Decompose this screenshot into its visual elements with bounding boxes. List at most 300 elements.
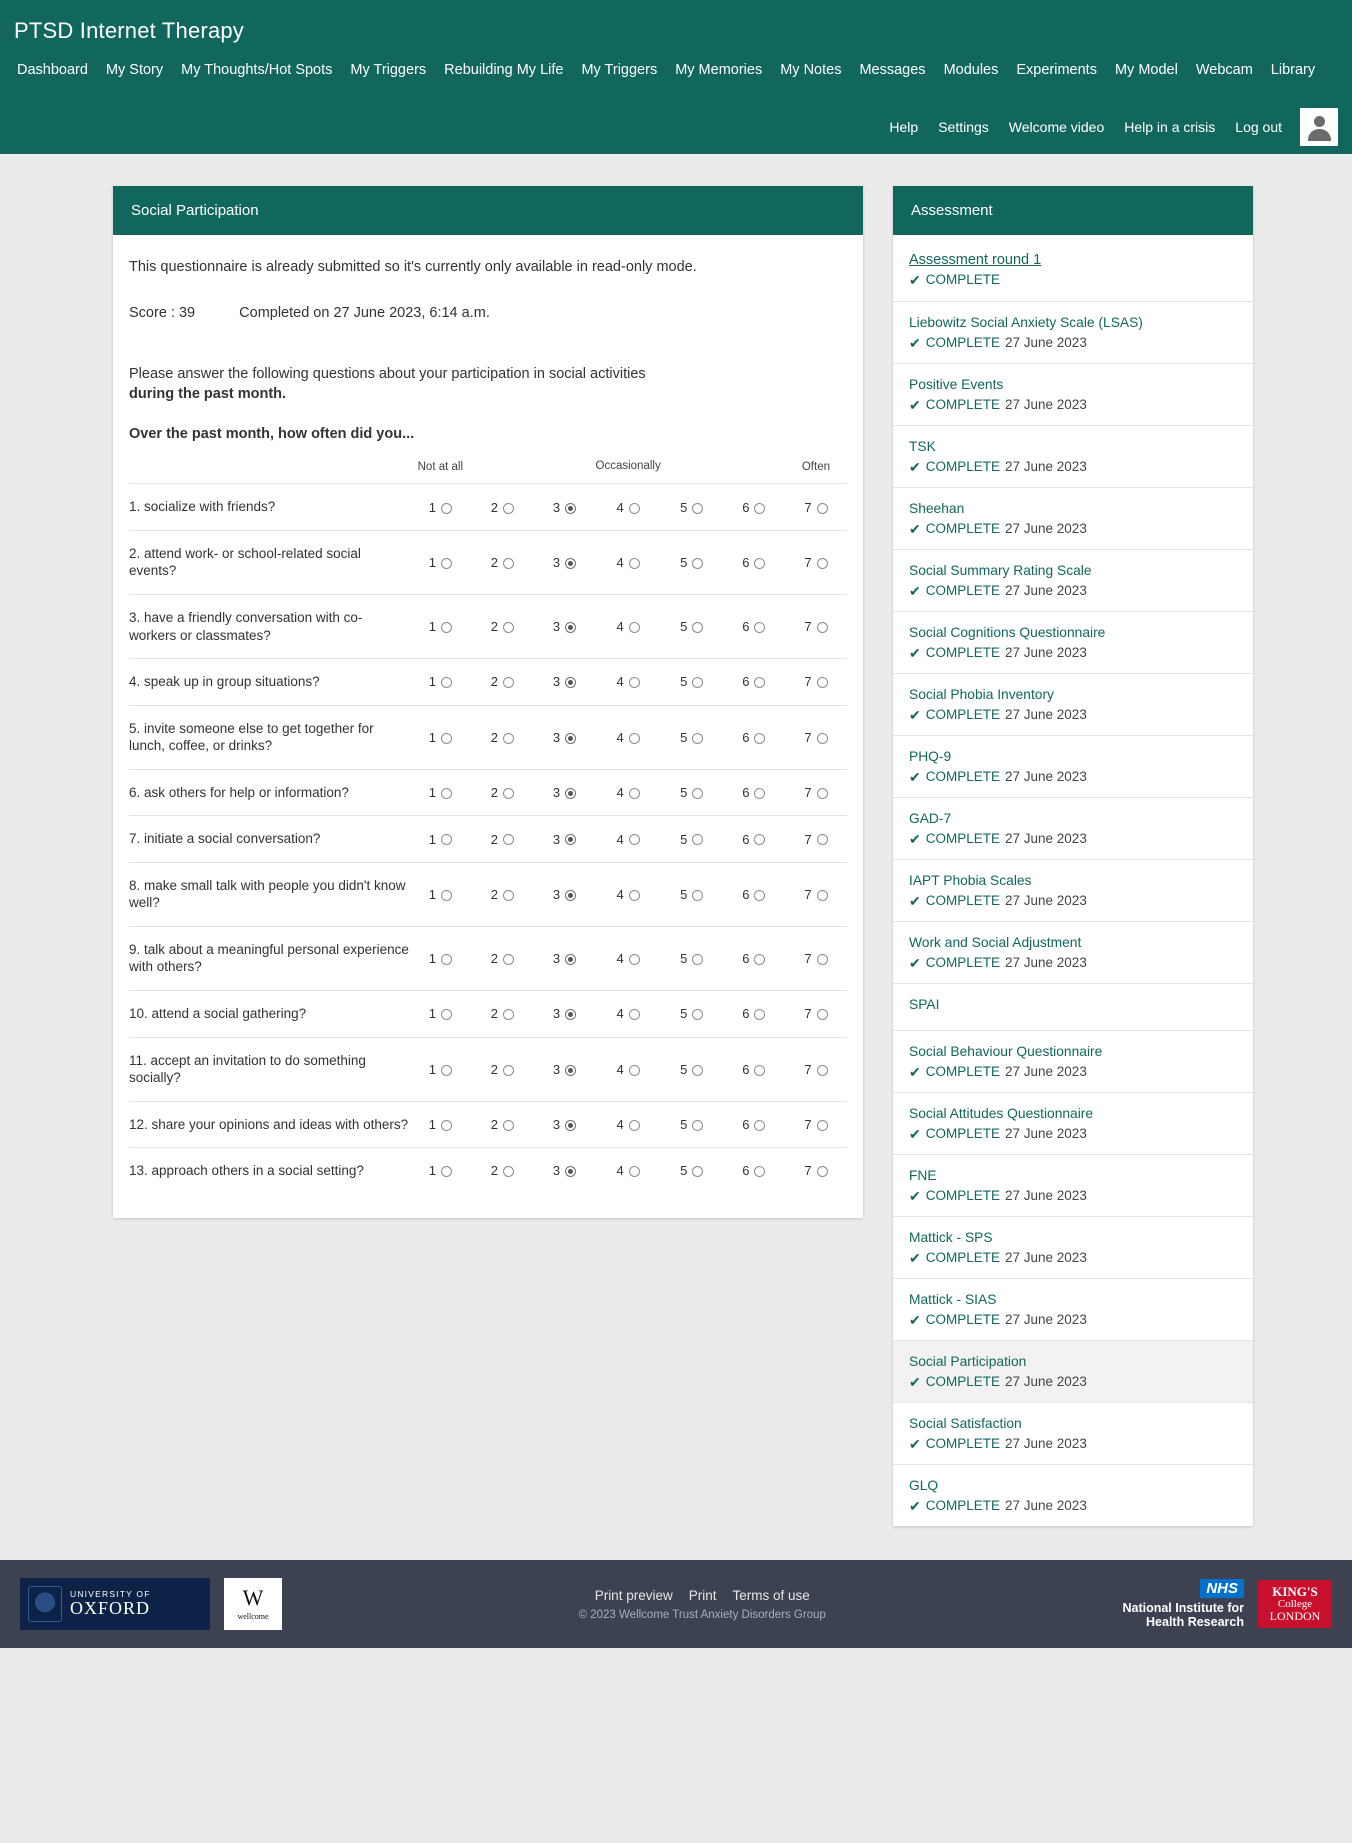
answer-option[interactable] <box>409 1148 471 1194</box>
assessment-column <box>893 186 1253 1526</box>
answer-option[interactable] <box>471 1148 533 1194</box>
question-text: 6. ask others for help or information? <box>129 769 409 816</box>
utility-nav-item-1[interactable]: Settings <box>938 119 989 135</box>
radio-button[interactable] <box>692 558 703 569</box>
footer-link-1[interactable]: Print <box>688 1587 717 1603</box>
assessment-item-link[interactable]: PHQ-9 <box>909 749 952 764</box>
assessment-item-link[interactable]: Social Cognitions Questionnaire <box>909 625 1106 640</box>
answer-option[interactable] <box>785 1037 847 1101</box>
answer-option[interactable] <box>785 530 847 594</box>
assessment-item-link[interactable]: FNE <box>909 1168 937 1183</box>
radio-button[interactable] <box>441 1120 452 1131</box>
answer-option-number: 2 <box>490 886 498 902</box>
answer-option[interactable] <box>471 705 533 769</box>
answer-option[interactable] <box>409 484 471 531</box>
assessment-list-item[interactable] <box>893 921 1253 983</box>
answer-option[interactable] <box>533 1148 595 1194</box>
assessment-item-link[interactable]: Social Attitudes Questionnaire <box>909 1106 1094 1121</box>
radio-button[interactable] <box>817 954 828 965</box>
radio-button[interactable] <box>503 733 514 744</box>
radio-button[interactable] <box>629 503 640 514</box>
radio-button[interactable] <box>503 1166 514 1177</box>
question-row <box>129 862 847 926</box>
radio-button[interactable] <box>503 558 514 569</box>
assessment-round-status-label: COMPLETE <box>925 272 1000 287</box>
assessment-item-status-label: COMPLETE <box>925 1250 1000 1265</box>
answer-option-number: 6 <box>742 619 750 635</box>
answer-option-number: 4 <box>616 886 624 902</box>
assessment-item-status <box>909 707 1237 722</box>
radio-button[interactable] <box>754 834 765 845</box>
assessment-list-item[interactable] <box>893 797 1253 859</box>
radio-button[interactable] <box>817 834 828 845</box>
answer-option[interactable] <box>471 484 533 531</box>
answer-option[interactable] <box>409 769 471 816</box>
assessment-list-item[interactable] <box>893 735 1253 797</box>
assessment-item-link[interactable]: TSK <box>909 439 936 454</box>
radio-button[interactable] <box>503 1065 514 1076</box>
answer-option[interactable] <box>533 816 595 863</box>
nav-item-1[interactable]: My Story <box>105 62 164 78</box>
utility-nav-item-4[interactable]: Log out <box>1235 119 1282 135</box>
assessment-list-item[interactable] <box>893 487 1253 549</box>
radio-button[interactable] <box>503 788 514 799</box>
radio-button[interactable] <box>692 733 703 744</box>
assessment-item-status-label: COMPLETE <box>925 1064 1000 1079</box>
radio-button[interactable] <box>565 558 576 569</box>
radio-button[interactable] <box>692 1120 703 1131</box>
answer-option[interactable] <box>723 705 785 769</box>
radio-button[interactable] <box>817 1009 828 1020</box>
answer-option[interactable] <box>723 659 785 706</box>
radio-button[interactable] <box>629 677 640 688</box>
assessment-item-link[interactable]: Social Participation <box>909 1354 1027 1369</box>
questionnaire-table <box>129 456 847 1194</box>
answer-option[interactable] <box>595 594 660 658</box>
answer-option[interactable] <box>785 1101 847 1148</box>
answer-option[interactable] <box>471 862 533 926</box>
answer-option-number: 6 <box>742 784 750 800</box>
assessment-item-link[interactable]: Sheehan <box>909 501 965 516</box>
answer-option[interactable] <box>661 705 723 769</box>
answer-option[interactable] <box>409 594 471 658</box>
assessment-item-link[interactable]: Mattick - SIAS <box>909 1292 997 1307</box>
check-icon: ✔ <box>909 1311 921 1328</box>
answer-option[interactable] <box>595 705 660 769</box>
radio-button[interactable] <box>692 1009 703 1020</box>
answer-option[interactable] <box>723 816 785 863</box>
assessment-panel <box>893 186 1253 1526</box>
answer-option[interactable] <box>533 1037 595 1101</box>
radio-button[interactable] <box>692 890 703 901</box>
assessment-list-item[interactable] <box>893 1402 1253 1464</box>
answer-option[interactable] <box>661 1101 723 1148</box>
answer-option[interactable] <box>533 484 595 531</box>
answer-option[interactable] <box>409 862 471 926</box>
assessment-item-link[interactable]: SPAI <box>909 997 940 1012</box>
assessment-item-date: 27 June 2023 <box>1005 397 1087 412</box>
check-icon: ✔ <box>909 396 921 413</box>
assessment-list-item[interactable] <box>893 1216 1253 1278</box>
radio-button[interactable] <box>817 622 828 633</box>
radio-button[interactable] <box>441 1009 452 1020</box>
nav-item-0[interactable]: Dashboard <box>17 62 88 78</box>
answer-option[interactable] <box>661 991 723 1038</box>
radio-button[interactable] <box>629 1009 640 1020</box>
radio-button[interactable] <box>692 954 703 965</box>
radio-button[interactable] <box>817 733 828 744</box>
answer-option[interactable] <box>723 1101 785 1148</box>
radio-button[interactable] <box>629 834 640 845</box>
answer-option[interactable] <box>785 1148 847 1194</box>
nav-item-9[interactable]: Modules <box>943 62 999 78</box>
radio-button[interactable] <box>503 503 514 514</box>
radio-button[interactable] <box>817 677 828 688</box>
radio-button[interactable] <box>565 503 576 514</box>
answer-option[interactable] <box>661 926 723 990</box>
radio-button[interactable] <box>754 1166 765 1177</box>
assessment-list-item[interactable] <box>893 1278 1253 1340</box>
answer-option[interactable] <box>661 530 723 594</box>
footer-link-0[interactable]: Print preview <box>594 1587 673 1603</box>
question-text: 13. approach others in a social setting? <box>129 1148 409 1194</box>
answer-option[interactable] <box>409 816 471 863</box>
answer-option-number: 7 <box>804 554 812 570</box>
radio-button[interactable] <box>629 1065 640 1076</box>
radio-button[interactable] <box>754 503 765 514</box>
utility-nav-item-2[interactable]: Welcome video <box>1008 119 1105 135</box>
nav-item-13[interactable]: Library <box>1270 62 1316 78</box>
assessment-item-status-label: COMPLETE <box>925 1498 1000 1513</box>
answer-option[interactable] <box>785 594 847 658</box>
answer-option-number: 6 <box>742 886 750 902</box>
assessment-item-link[interactable]: GAD-7 <box>909 811 952 826</box>
nav-item-11[interactable]: My Model <box>1114 62 1178 78</box>
radio-button[interactable] <box>754 677 765 688</box>
radio-button[interactable] <box>441 788 452 799</box>
radio-button[interactable] <box>692 1166 703 1177</box>
radio-button[interactable] <box>565 1065 576 1076</box>
assessment-list-item[interactable] <box>893 301 1253 363</box>
answer-option[interactable] <box>785 705 847 769</box>
answer-option-number: 3 <box>552 1116 561 1132</box>
radio-button[interactable] <box>817 1065 828 1076</box>
assessment-list-item[interactable] <box>893 611 1253 673</box>
assessment-item-date: 27 June 2023 <box>1005 459 1087 474</box>
assessment-item-status <box>909 893 1237 908</box>
radio-button[interactable] <box>503 1009 514 1020</box>
radio-button[interactable] <box>565 788 576 799</box>
answer-option[interactable] <box>723 530 785 594</box>
radio-button[interactable] <box>503 677 514 688</box>
radio-button[interactable] <box>692 834 703 845</box>
answer-option-number: 2 <box>490 554 498 570</box>
answer-option[interactable] <box>409 530 471 594</box>
answer-option-number: 7 <box>804 619 812 635</box>
answer-option-number: 2 <box>490 619 498 635</box>
assessment-round-link[interactable]: Assessment round 1 <box>909 252 1042 268</box>
answer-option[interactable] <box>661 862 723 926</box>
answer-option[interactable] <box>595 530 660 594</box>
answer-option[interactable] <box>409 991 471 1038</box>
radio-button[interactable] <box>629 1120 640 1131</box>
radio-button[interactable] <box>817 1166 828 1177</box>
radio-button[interactable] <box>565 834 576 845</box>
answer-option[interactable] <box>661 816 723 863</box>
assessment-list-item[interactable] <box>893 859 1253 921</box>
assessment-item-date: 27 June 2023 <box>1005 645 1087 660</box>
answer-option[interactable] <box>595 816 660 863</box>
answer-option[interactable] <box>723 862 785 926</box>
answer-option[interactable] <box>661 484 723 531</box>
answer-option-number: 1 <box>428 831 436 847</box>
assessment-list-item[interactable] <box>893 549 1253 611</box>
radio-button[interactable] <box>817 503 828 514</box>
answer-option[interactable] <box>595 1037 660 1101</box>
radio-button[interactable] <box>441 733 452 744</box>
assessment-item-link[interactable]: Mattick - SPS <box>909 1230 993 1245</box>
question-text: 3. have a friendly conversation with co-workers or classmates? <box>129 594 409 658</box>
answer-option[interactable] <box>409 705 471 769</box>
assessment-item-link[interactable]: Social Satisfaction <box>909 1416 1022 1431</box>
radio-button[interactable] <box>629 558 640 569</box>
assessment-list-item[interactable] <box>893 983 1253 1030</box>
radio-button[interactable] <box>565 954 576 965</box>
answer-option[interactable] <box>785 862 847 926</box>
answer-option[interactable] <box>595 1148 660 1194</box>
assessment-item-link[interactable]: GLQ <box>909 1478 939 1493</box>
radio-button[interactable] <box>817 788 828 799</box>
answer-option[interactable] <box>595 862 660 926</box>
radio-button[interactable] <box>441 503 452 514</box>
radio-button[interactable] <box>817 558 828 569</box>
radio-button[interactable] <box>629 890 640 901</box>
answer-option[interactable] <box>471 659 533 706</box>
radio-button[interactable] <box>754 788 765 799</box>
answer-option[interactable] <box>471 926 533 990</box>
radio-button[interactable] <box>692 622 703 633</box>
answer-option[interactable] <box>533 769 595 816</box>
radio-button[interactable] <box>629 622 640 633</box>
radio-button[interactable] <box>754 890 765 901</box>
check-icon: ✔ <box>909 706 921 723</box>
answer-option[interactable] <box>723 1148 785 1194</box>
answer-option[interactable] <box>785 484 847 531</box>
answer-option[interactable] <box>661 594 723 658</box>
assessment-list-item[interactable] <box>893 1154 1253 1216</box>
answer-option[interactable] <box>533 530 595 594</box>
answer-option[interactable] <box>785 769 847 816</box>
answer-option[interactable] <box>471 1101 533 1148</box>
radio-button[interactable] <box>692 1065 703 1076</box>
assessment-list-item[interactable] <box>893 1464 1253 1526</box>
assessment-round[interactable] <box>893 235 1253 301</box>
question-text: 12. share your opinions and ideas with others? <box>129 1101 409 1148</box>
answer-option-number: 7 <box>804 831 812 847</box>
answer-option[interactable] <box>471 594 533 658</box>
answer-option-number: 6 <box>742 1061 750 1077</box>
answer-option-number: 3 <box>552 1006 561 1022</box>
radio-button[interactable] <box>565 890 576 901</box>
answer-option-number: 2 <box>490 1061 498 1077</box>
answer-option[interactable] <box>785 926 847 990</box>
radio-button[interactable] <box>754 1065 765 1076</box>
radio-button[interactable] <box>754 1120 765 1131</box>
radio-button[interactable] <box>441 558 452 569</box>
radio-button[interactable] <box>441 1065 452 1076</box>
answer-option[interactable] <box>723 991 785 1038</box>
radio-button[interactable] <box>503 890 514 901</box>
radio-button[interactable] <box>629 733 640 744</box>
radio-button[interactable] <box>565 677 576 688</box>
radio-button[interactable] <box>503 622 514 633</box>
answer-option[interactable] <box>723 594 785 658</box>
radio-button[interactable] <box>565 622 576 633</box>
answer-option-number: 3 <box>552 784 561 800</box>
radio-button[interactable] <box>754 558 765 569</box>
radio-button[interactable] <box>692 788 703 799</box>
answer-option[interactable] <box>471 769 533 816</box>
scale-spacer-3 <box>533 456 595 484</box>
assessment-list-item[interactable] <box>893 1030 1253 1092</box>
radio-button[interactable] <box>692 503 703 514</box>
radio-button[interactable] <box>754 733 765 744</box>
answer-option[interactable] <box>533 991 595 1038</box>
radio-button[interactable] <box>503 1120 514 1131</box>
nav-item-12[interactable]: Webcam <box>1195 62 1253 78</box>
nav-item-3[interactable]: My Triggers <box>350 62 427 78</box>
assessment-item-link[interactable]: Social Behaviour Questionnaire <box>909 1044 1103 1059</box>
radio-button[interactable] <box>565 1120 576 1131</box>
utility-nav-item-0[interactable]: Help <box>889 119 919 135</box>
nav-item-6[interactable]: My Memories <box>675 62 763 78</box>
answer-option[interactable] <box>723 1037 785 1101</box>
nav-item-8[interactable]: Messages <box>859 62 926 78</box>
instructions-line-1: Please answer the following questions about your participation in social activities <box>129 366 646 382</box>
footer-center <box>282 1588 1122 1621</box>
radio-button[interactable] <box>817 890 828 901</box>
assessment-list-item[interactable] <box>893 673 1253 735</box>
radio-button[interactable] <box>629 954 640 965</box>
assessment-item-link[interactable]: Work and Social Adjustment <box>909 935 1082 950</box>
answer-option[interactable] <box>533 594 595 658</box>
page-footer <box>0 1560 1352 1648</box>
answer-option[interactable] <box>409 1037 471 1101</box>
avatar[interactable] <box>1300 108 1338 146</box>
radio-button[interactable] <box>441 1166 452 1177</box>
answer-option[interactable] <box>785 991 847 1038</box>
answer-option[interactable] <box>661 1037 723 1101</box>
radio-button[interactable] <box>565 733 576 744</box>
assessment-item-status-label: COMPLETE <box>925 1188 1000 1203</box>
footer-link-2[interactable]: Terms of use <box>732 1587 810 1603</box>
assessment-item-link[interactable]: Social Phobia Inventory <box>909 687 1054 702</box>
nav-item-4[interactable]: Rebuilding My Life <box>444 62 564 78</box>
answer-option[interactable] <box>471 991 533 1038</box>
answer-option-number: 6 <box>742 674 750 690</box>
nav-item-2[interactable]: My Thoughts/Hot Spots <box>181 62 333 78</box>
nav-item-7[interactable]: My Notes <box>780 62 842 78</box>
answer-option[interactable] <box>595 991 660 1038</box>
radio-button[interactable] <box>441 677 452 688</box>
radio-button[interactable] <box>441 622 452 633</box>
assessment-item-link[interactable]: Liebowitz Social Anxiety Scale (LSAS) <box>909 315 1143 330</box>
assessment-item-link[interactable]: Positive Events <box>909 377 1004 392</box>
answer-option[interactable] <box>595 1101 660 1148</box>
answer-option[interactable] <box>595 769 660 816</box>
radio-button[interactable] <box>441 834 452 845</box>
answer-option[interactable] <box>595 659 660 706</box>
radio-button[interactable] <box>441 890 452 901</box>
answer-option[interactable] <box>661 659 723 706</box>
answer-option-number: 3 <box>552 619 561 635</box>
answer-option[interactable] <box>785 659 847 706</box>
answer-option[interactable] <box>471 816 533 863</box>
answer-option[interactable] <box>533 862 595 926</box>
answer-option[interactable] <box>661 769 723 816</box>
answer-option[interactable] <box>409 659 471 706</box>
radio-button[interactable] <box>754 622 765 633</box>
check-icon: ✔ <box>909 1497 921 1514</box>
answer-option-number: 5 <box>680 1061 688 1077</box>
assessment-item-link[interactable]: Social Summary Rating Scale <box>909 563 1092 578</box>
answer-option[interactable] <box>595 484 660 531</box>
radio-button[interactable] <box>503 954 514 965</box>
radio-button[interactable] <box>754 1009 765 1020</box>
answer-option[interactable] <box>595 926 660 990</box>
assessment-item-status-label: COMPLETE <box>925 1374 1000 1389</box>
radio-button[interactable] <box>565 1166 576 1177</box>
radio-button[interactable] <box>817 1120 828 1131</box>
answer-option[interactable] <box>785 816 847 863</box>
answer-option-number: 7 <box>804 674 812 690</box>
instructions <box>129 365 847 404</box>
nav-item-10[interactable]: Experiments <box>1016 62 1097 78</box>
answer-option[interactable] <box>409 1101 471 1148</box>
answer-option[interactable] <box>533 1101 595 1148</box>
nav-item-5[interactable]: My Triggers <box>581 62 658 78</box>
answer-option[interactable] <box>409 926 471 990</box>
radio-button[interactable] <box>503 834 514 845</box>
radio-button[interactable] <box>629 788 640 799</box>
radio-button[interactable] <box>565 1009 576 1020</box>
assessment-list-item[interactable] <box>893 425 1253 487</box>
answer-option[interactable] <box>471 1037 533 1101</box>
assessment-list-item[interactable] <box>893 1092 1253 1154</box>
assessment-item-date: 27 June 2023 <box>1005 1188 1087 1203</box>
radio-button[interactable] <box>629 1166 640 1177</box>
assessment-list-item[interactable] <box>893 1340 1253 1402</box>
answer-option[interactable] <box>723 484 785 531</box>
answer-option[interactable] <box>723 769 785 816</box>
assessment-list-item[interactable] <box>893 363 1253 425</box>
answer-option[interactable] <box>533 705 595 769</box>
answer-option[interactable] <box>533 926 595 990</box>
radio-button[interactable] <box>754 954 765 965</box>
assessment-item-status <box>909 1250 1237 1265</box>
answer-option[interactable] <box>661 1148 723 1194</box>
assessment-item-status-label: COMPLETE <box>925 1126 1000 1141</box>
assessment-item-status <box>909 1064 1237 1079</box>
answer-option[interactable] <box>723 926 785 990</box>
assessment-item-link[interactable]: IAPT Phobia Scales <box>909 873 1032 888</box>
radio-button[interactable] <box>692 677 703 688</box>
radio-button[interactable] <box>441 954 452 965</box>
answer-option-number: 2 <box>490 950 498 966</box>
utility-nav-item-3[interactable]: Help in a crisis <box>1124 119 1216 135</box>
answer-option[interactable] <box>471 530 533 594</box>
answer-option[interactable] <box>533 659 595 706</box>
